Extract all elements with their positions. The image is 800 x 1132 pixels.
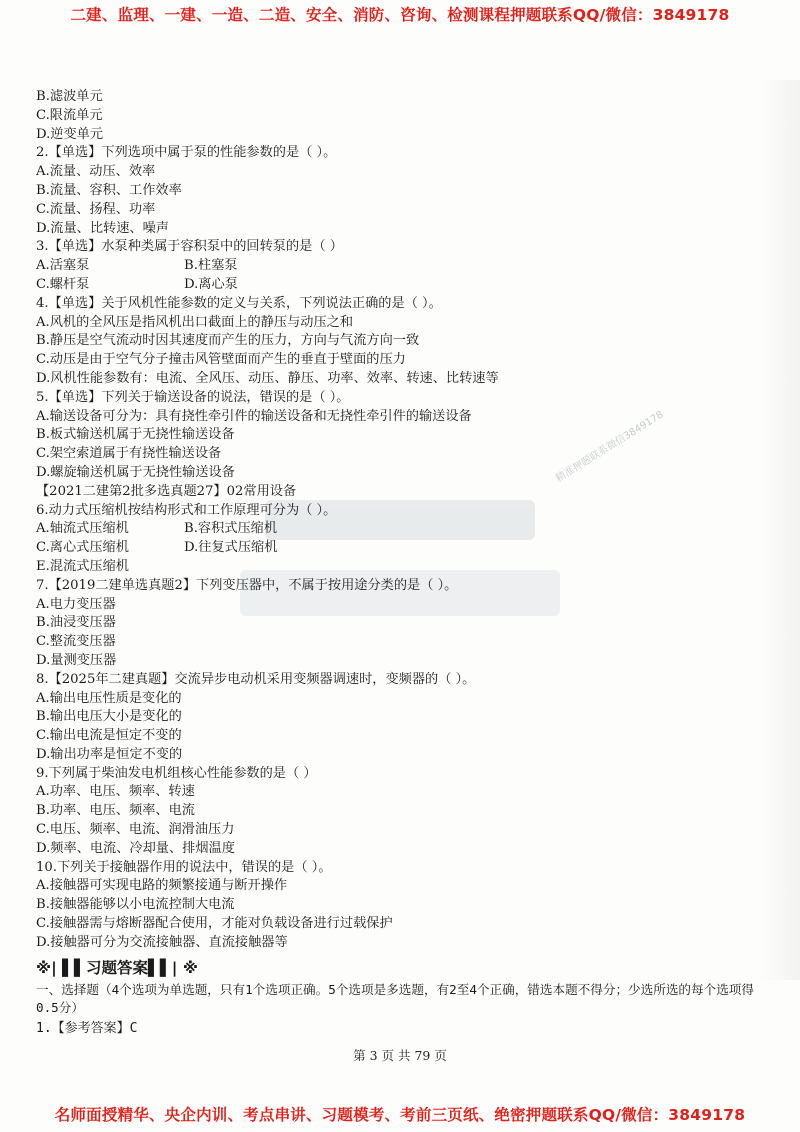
text-line: 6.动力式压缩机按结构形式和工作原理可分为（ ）。	[36, 502, 337, 518]
text-line: B.滤波单元	[36, 89, 103, 104]
page-number: 第 3 页 共 79 页	[353, 1048, 447, 1063]
text-line: 3.【单选】水泵种类属于容积泵中的回转泵的是（ ）	[36, 239, 343, 255]
text-line: B.接触器能够以小电流控制大电流	[36, 897, 235, 913]
text-line: A.功率、电压、频率、转速	[36, 784, 195, 800]
text-line: 5.【单选】下列关于输送设备的说法，错误的是（ ）。	[36, 389, 350, 405]
text-line: B.油浸变压器	[36, 615, 116, 631]
text-line: B.静压是空气流动时因其速度而产生的压力，方向与气流方向一致	[36, 333, 420, 349]
text-line: B.流量、容积、工作效率	[36, 182, 182, 198]
text-line: 4.【单选】关于风机性能参数的定义与关系，下列说法正确的是（ ）。	[36, 295, 442, 311]
watermark-stamp-text: 精准押题联系微信3849178	[554, 409, 666, 485]
option-left: A.活塞泵	[36, 258, 90, 274]
option-row	[36, 520, 766, 539]
text-line: 【2021二建第2批多选真题27】02常用设备	[36, 483, 297, 499]
text-line: B.板式输送机属于无挠性输送设备	[36, 427, 235, 443]
answers-section-heading: ※| ▌▌习题答案▌▌| ※	[36, 958, 198, 977]
text-line: A.流量、动压、效率	[36, 164, 156, 180]
option-row	[36, 539, 766, 558]
q3-options	[36, 257, 766, 295]
option-left: C.离心式压缩机	[36, 540, 129, 556]
text-line: C.输出电流是恒定不变的	[36, 728, 182, 744]
text-line: D.输出功率是恒定不变的	[36, 746, 183, 762]
text-line: C.架空索道属于有挠性输送设备	[36, 446, 222, 462]
option-left: C.螺杆泵	[36, 276, 90, 292]
text-line: D.接触器可分为交流接触器、直流接触器等	[36, 934, 288, 950]
text-line: B.输出电压大小是变化的	[36, 709, 182, 725]
text-line: E.混流式压缩机	[36, 558, 129, 574]
text-line: 7.【2019二建单选真题2】下列变压器中，不属于按用途分类的是（ ）。	[36, 577, 458, 593]
option-left: A.轴流式压缩机	[36, 521, 129, 537]
option-right: B.柱塞泵	[184, 258, 238, 274]
text-line: 10.下列关于接触器作用的说法中，错误的是（ ）。	[36, 859, 332, 875]
text-line: 2.【单选】下列选项中属于泵的性能参数的是（ ）。	[36, 145, 337, 161]
text-line: C.整流变压器	[36, 634, 116, 650]
text-line: C.接触器需与熔断器配合使用，才能对负载设备进行过载保护	[36, 916, 393, 932]
text-line: C.动压是由于空气分子撞击风管壁面而产生的垂直于壁面的压力	[36, 352, 406, 368]
text-line: C.流量、扬程、功率	[36, 201, 156, 217]
option-right: B.容积式压缩机	[184, 521, 278, 537]
text-line: D.流量、比转速、噪声	[36, 220, 169, 236]
text-line: D.频率、电流、冷却量、排烟温度	[36, 840, 235, 856]
text-line: 8.【2025年二建真题】交流异步电动机采用变频器调速时，变频器的（ ）。	[36, 671, 476, 687]
top-promo-banner: 二建、监理、一建、一造、二造、安全、消防、咨询、检测课程押题联系QQ/微信：3849178	[70, 6, 730, 24]
option-row	[36, 276, 766, 295]
bottom-promo-banner: 名师面授精华、央企内训、考点串讲、习题模考、考前三页纸、绝密押题联系QQ/微信：3849178	[54, 1106, 746, 1124]
q6-options	[36, 520, 766, 558]
scan-edge-shadow	[760, 80, 800, 980]
text-line: D.风机性能参数有：电流、全风压、动压、静压、功率、效率、转速、比转速等	[36, 370, 499, 386]
text-line: A.输送设备可分为：具有挠性牵引件的输送设备和无挠性牵引件的输送设备	[36, 408, 472, 424]
question-block-3	[36, 558, 766, 953]
text-line: B.功率、电压、频率、电流	[36, 803, 195, 819]
option-row	[36, 257, 766, 276]
text-line: A.风机的全风压是指风机出口截面上的静压与动压之和	[36, 314, 354, 330]
text-line: A.输出电压性质是变化的	[36, 690, 182, 706]
option-right: D.离心泵	[184, 276, 238, 292]
option-right: D.往复式压缩机	[184, 540, 278, 556]
question-block-2	[36, 295, 766, 521]
text-line: D.螺旋输送机属于无挠性输送设备	[36, 464, 235, 480]
text-line: D.量测变压器	[36, 652, 117, 668]
answers-instructions: 一、选择题（4个选项为单选题，只有1个选项正确。5个选项是多选题，有2至4个正确，错选本题不得分；少选所选的每个选项得0.5分）	[36, 981, 754, 1015]
text-line: A.电力变压器	[36, 596, 116, 612]
text-line: C.限流单元	[36, 107, 103, 123]
text-line: D.逆变单元	[36, 126, 104, 142]
text-line: A.接触器可实现电路的频繁接通与断开操作	[36, 878, 288, 894]
text-line: 9.下列属于柴油发电机组核心性能参数的是（ ）	[36, 765, 317, 781]
question-block-1	[36, 88, 766, 257]
answer-item-1: 1.【参考答案】C	[36, 1020, 138, 1036]
text-line: C.电压、频率、电流、润滑油压力	[36, 822, 235, 838]
document-body	[36, 88, 766, 1039]
